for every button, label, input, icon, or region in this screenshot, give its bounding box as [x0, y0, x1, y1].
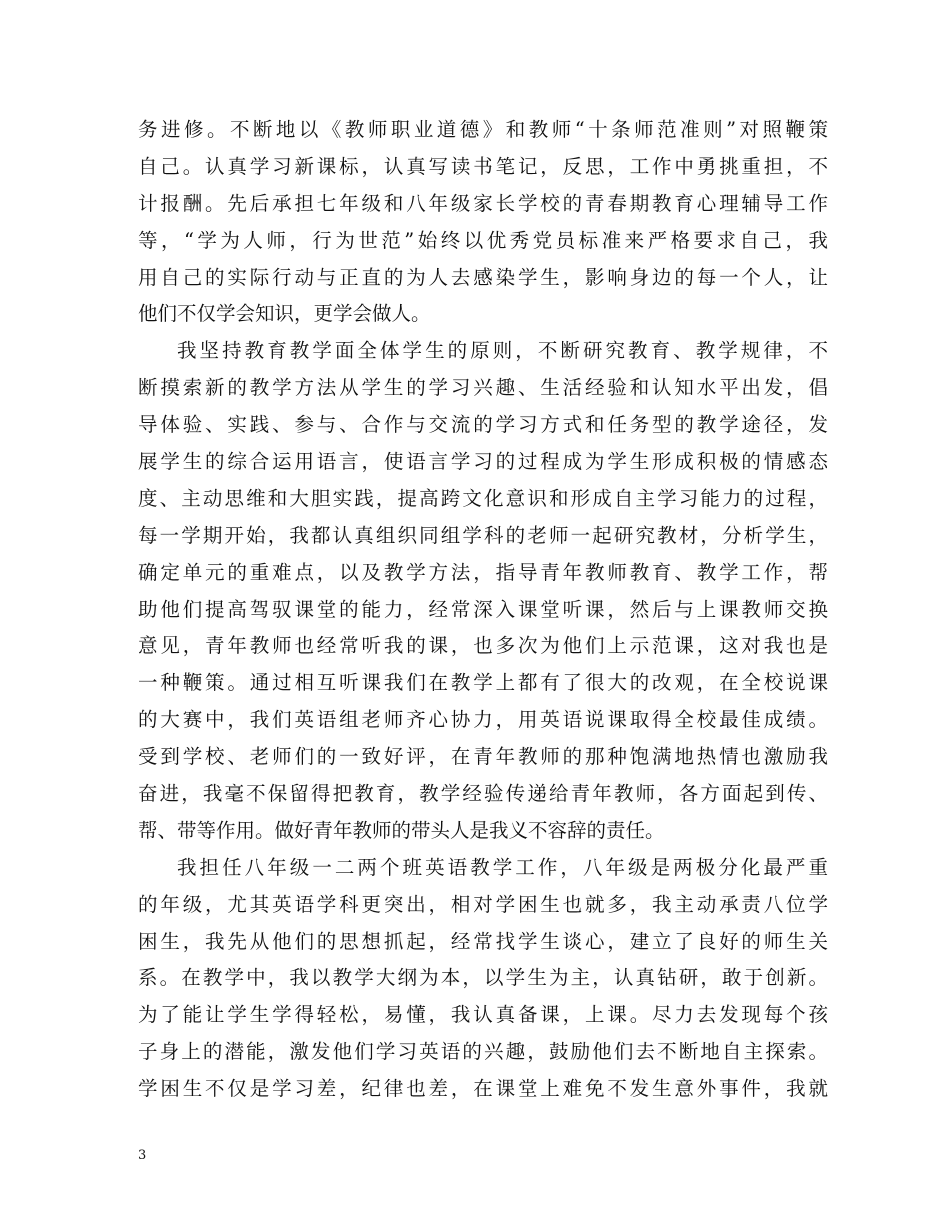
- text-line: 计报酬。先后承担七年级和八年级家长学校的青春期教育心理辅导工作: [138, 191, 828, 215]
- text-line: 系。在教学中，我以教学大纲为本，以学生为主，认真钻研，敢于创新。: [138, 966, 828, 990]
- text-line: 子身上的潜能，激发他们学习英语的兴趣，鼓励他们去不断地自主探索。: [138, 1040, 828, 1064]
- text-line: 度、主动思维和大胆实践，提高跨文化意识和形成自主学习能力的过程，: [138, 486, 828, 510]
- page-number: 3: [138, 1148, 147, 1163]
- text-line: 助他们提高驾驭课堂的能力，经常深入课堂听课，然后与上课教师交换: [138, 597, 828, 621]
- text-line: 帮、带等作用。做好青年教师的带头人是我义不容辞的责任。: [138, 818, 665, 842]
- text-line: 意见，青年教师也经常听我的课，也多次为他们上示范课，这对我也是: [138, 634, 828, 658]
- document-body: [138, 112, 828, 1108]
- text-line: 等，“学为人师，行为世范”始终以优秀党员标准来严格要求自己，我: [138, 228, 828, 252]
- text-line: 的年级，尤其英语学科更突出，相对学困生也就多，我主动承责八位学: [138, 892, 828, 916]
- text-line: 的大赛中，我们英语组老师齐心协力，用英语说课取得全校最佳成绩。: [138, 708, 828, 732]
- text-line: 奋进，我毫不保留得把教育，教学经验传递给青年教师，各方面起到传、: [138, 782, 828, 806]
- paragraph-1: [138, 112, 828, 333]
- text-line: 自己。认真学习新课标，认真写读书笔记，反思，工作中勇挑重担，不: [138, 154, 828, 178]
- paragraph-3: [138, 850, 828, 1108]
- text-line: 他们不仅学会知识，更学会做人。: [138, 302, 431, 326]
- paragraph-2: [138, 333, 828, 849]
- text-line: 展学生的综合运用语言，使语言学习的过程成为学生形成积极的情感态: [138, 450, 828, 474]
- text-line: 确定单元的重难点，以及教学方法，指导青年教师教育、教学工作，帮: [138, 560, 828, 584]
- text-line: 我担任八年级一二两个班英语教学工作，八年级是两极分化最严重: [177, 855, 828, 879]
- text-line: 务进修。不断地以《教师职业道德》和教师“十条师范准则”对照鞭策: [138, 118, 828, 141]
- text-line: 用自己的实际行动与正直的为人去感染学生，影响身边的每一个人，让: [138, 265, 828, 289]
- text-line: 为了能让学生学得轻松，易懂，我认真备课，上课。尽力去发现每个孩: [138, 1003, 828, 1027]
- text-line: 受到学校、老师们的一致好评，在青年教师的那种饱满地热情也激励我: [138, 745, 828, 769]
- text-line: 困生，我先从他们的思想抓起，经常找学生谈心，建立了良好的师生关: [138, 929, 828, 953]
- text-line: 一种鞭策。通过相互听课我们在教学上都有了很大的改观，在全校说课: [138, 671, 828, 695]
- text-line: 导体验、实践、参与、合作与交流的学习方式和任务型的教学途径，发: [138, 413, 828, 437]
- text-line: 学困生不仅是学习差，纪律也差，在课堂上难免不发生意外事件，我就: [138, 1077, 828, 1101]
- text-line: 断摸索新的教学方法从学生的学习兴趣、生活经验和认知水平出发，倡: [138, 376, 828, 400]
- text-line: 每一学期开始，我都认真组织同组学科的老师一起研究教材，分析学生，: [138, 523, 828, 547]
- text-line: 我坚持教育教学面全体学生的原则，不断研究教育、教学规律，不: [177, 339, 828, 363]
